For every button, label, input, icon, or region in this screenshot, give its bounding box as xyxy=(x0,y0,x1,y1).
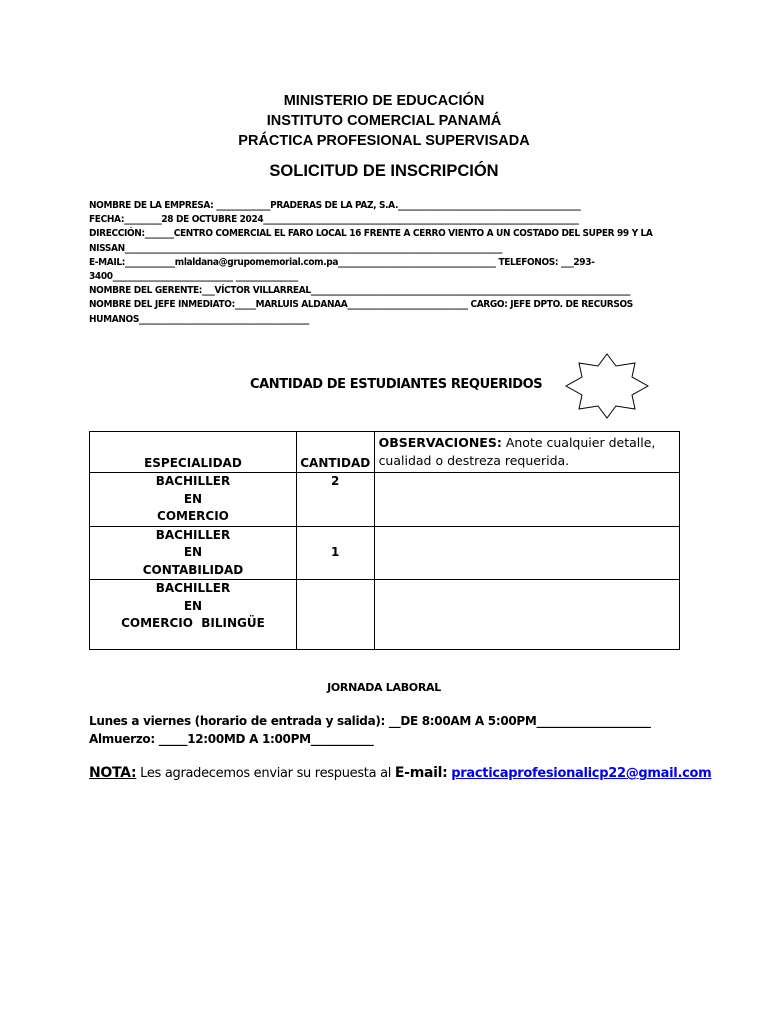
especialidad-line: EN xyxy=(183,545,203,559)
company-info-form xyxy=(89,199,669,327)
contact-email-link[interactable]: practicaprofesionalicp22@gmail.com xyxy=(451,766,712,781)
work-schedule xyxy=(89,712,689,748)
observaciones-hint: Anote cualquier detalle, cualidad o destreza requerida. xyxy=(378,435,656,468)
email-phone-field: E-MAIL:____________mlaldana@grupomemorial.com.pa______________________________________ TELEFONOS: ___293-3400_____________________________ _______________ xyxy=(89,256,595,283)
students-table xyxy=(89,431,680,650)
table-row xyxy=(90,526,680,580)
lunch-hours: Almuerzo: _____12:00MD A 1:00PM___________ xyxy=(89,732,374,746)
cantidad-value: 1 xyxy=(331,545,340,559)
observaciones-cell xyxy=(374,473,679,527)
header-ministry: MINISTERIO DE EDUCACIÓN xyxy=(283,93,485,109)
date-field: FECHA:_________28 DE OCTUBRE 2024____________________________________________________________________________ xyxy=(89,214,579,226)
observaciones-cell xyxy=(374,526,679,580)
note-text: Les agradecemos enviar su respuesta al xyxy=(136,766,395,781)
header-institute: INSTITUTO COMERCIAL PANAMÁ xyxy=(266,113,502,129)
especialidad-line: COMERCIO BILINGÜE xyxy=(121,616,265,630)
note-label: NOTA: xyxy=(89,765,137,781)
company-name-field: NOMBRE DE LA EMPRESA: _____________PRADERAS DE LA PAZ, S.A.____________________________________________ xyxy=(89,200,581,211)
especialidad-line: BACHILLER xyxy=(155,527,231,542)
document-header xyxy=(0,91,768,151)
header-cantidad: CANTIDAD xyxy=(296,432,374,473)
cantidad-cell xyxy=(296,526,374,580)
header-observaciones xyxy=(374,432,679,473)
schedule-hours: Lunes a viernes (horario de entrada y salida): __DE 8:00AM A 5:00PM____________________ xyxy=(89,714,651,728)
observaciones-label: OBSERVACIONES: xyxy=(378,435,502,450)
especialidad-line: CONTABILIDAD xyxy=(142,562,244,577)
header-especialidad: ESPECIALIDAD xyxy=(90,432,297,473)
table-header-row xyxy=(90,432,680,473)
especialidad-line: BACHILLER xyxy=(155,581,231,595)
cantidad-cell: 2 xyxy=(296,473,374,527)
table-row xyxy=(90,473,680,527)
document-title: SOLICITUD DE INSCRIPCIÓN xyxy=(269,162,499,180)
especialidad-line: EN xyxy=(183,598,203,613)
supervisor-field: NOMBRE DEL JEFE INMEDIATO:_____MARLUIS ALDANAA_____________________________ CARGO: JEFE DPTO. DE RECURSOS HUMANOS_________________________________________ xyxy=(89,299,633,325)
work-schedule-title: JORNADA LABORAL xyxy=(327,681,441,694)
especialidad-line: BACHILLER xyxy=(155,474,231,488)
address-field: DIRECCIÓN:_______CENTRO COMERCIAL EL FARO LOCAL 16 FRENTE A CERRO VIENTO A UN COSTADO DEL SUPER 99 Y LA NISSAN___________________________________________________________________________________________ xyxy=(89,228,653,254)
especialidad-cell xyxy=(90,473,297,527)
manager-field: NOMBRE DEL GERENTE:___VÍCTOR VILLARREAL_____________________________________________________________________________ xyxy=(89,285,631,297)
especialidad-line: COMERCIO xyxy=(157,509,229,523)
header-program: PRÁCTICA PROFESIONAL SUPERVISADA xyxy=(238,133,530,149)
table-row xyxy=(90,580,680,650)
especialidad-cell xyxy=(90,526,297,580)
especialidad-line: EN xyxy=(183,491,203,506)
note xyxy=(89,765,729,781)
students-required-title: CANTIDAD DE ESTUDIANTES REQUERIDOS xyxy=(250,377,543,392)
cantidad-cell xyxy=(296,580,374,650)
observaciones-cell xyxy=(374,580,679,650)
eight-point-star-icon xyxy=(565,353,649,419)
especialidad-cell xyxy=(90,580,297,650)
email-label: E-mail: xyxy=(394,765,448,781)
